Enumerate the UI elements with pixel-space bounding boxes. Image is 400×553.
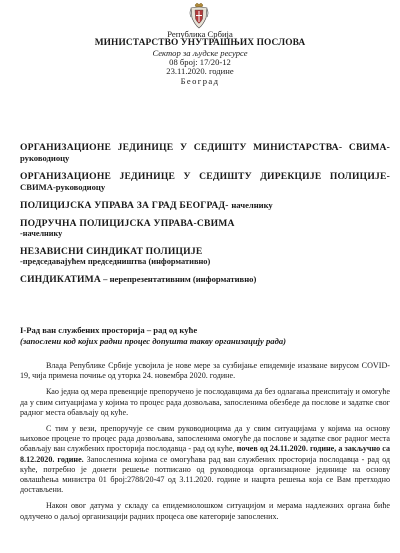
addressee-tail: СВИМА-руководиоцу [20,182,106,192]
addressee-sub: -начелнику [20,229,63,238]
addressee-main: ПОЛИЦИЈСКА УПРАВА ЗА ГРАД БЕОГРАД- [20,200,229,211]
addressee-police-directorate-units [20,171,390,193]
sector-name: Сектор за људске ресурсе [152,47,248,58]
paragraph-3-period: почев од 24.11.2020. године, а закључно са 8.12.2020. године. [20,444,390,464]
paragraph-2: Као једна од мера превенције препоручено је послодавцима да без одлагања преиспитају и омогуће да у свим ситуацијама у којима то процес рада дозвољава, запосленима обезбеде да послове и задатке свог радног места обављају од куће. [20,387,390,417]
section-title: I-Рад ван службених просторија – рад од куће [20,325,198,335]
document-city: Београд [180,76,220,87]
paragraph-4: Након овог датума у складу са епидемиолошком ситуацијом и мерама надлежних органа биће одлучено о даљој организацији радних процеса ове категорије запослених. [20,501,390,521]
addressee-regional-police [20,218,390,239]
addressee-unions [20,274,390,285]
addressee-main: ОРГАНИЗАЦИОНЕ ЈЕДИНИЦЕ У СЕДИШТУ МИНИСТАРСТВА- СВИМА- [20,142,390,153]
addressee-police-union [20,246,390,267]
addressee-ministry-units [20,142,390,164]
republic-name: Република Србија [167,29,233,39]
addressee-main: СИНДИКАТИМА [20,274,102,285]
document-number: 08 број: 17/20-12 [169,56,231,67]
section-subtitle: (запослени код којих радни процес допушта такву организацију рада) [20,335,287,346]
addressee-main: ПОДРУЧНА ПОЛИЦИЈСКА УПРАВА-СВИМА [20,218,235,229]
document-date: 23.11.2020. године [166,66,234,77]
section-heading [20,325,390,346]
addressee-belgrade-police [20,200,390,211]
paragraph-3 [20,424,390,495]
addressee-tail: – нерепрезентативним (информативно) [101,274,257,284]
paragraph-1: Влада Републике Србије усвојила је нове мере за сузбијање епидемије изазване вирусом COVID-19, чија примена почиње од уторка 24. новембра 2020. године. [20,361,390,381]
ministry-name: МИНИСТАРСТВО УНУТРАШЊИХ ПОСЛОВА [94,38,306,49]
paragraph-3-end: Запосленима којима се омогућава рад ван службених просторија послодавца - рад од куће, потребно је донети решење потписано од руководиоца организационе јединице на основу овлашћења министра 01 број:2788/20-47 од 3.11.2020. године и нацрта решења која се Вам претходно достављени. [20,454,390,495]
addressee-tail: руководиоцу [20,153,70,163]
paragraph-3-start: С тим у вези, препоручује се свим руководиоцима да у свим ситуацијама у којима на основу њиховое процене то процес рада дозвољава, запосленима омогуће да послове и задатке свог радног места обављају ван службених просторија послодавца - рад од куће, [20,424,390,454]
serbian-coat-of-arms-icon [189,3,209,29]
addressee-sub: -председавајућем председништва (информативно) [20,257,211,266]
addressee-tail: начелнику [231,200,273,210]
addressee-main: ОРГАНИЗАЦИОНЕ ЈЕДИНИЦЕ У СЕДИШТУ ДИРЕКЦИЈЕ ПОЛИЦИЈЕ- [20,171,390,182]
addressee-list [20,142,390,292]
letterhead [0,30,400,87]
letter-body [20,361,390,528]
addressee-main: НЕЗАВИСНИ СИНДИКАТ ПОЛИЦИЈЕ [20,246,203,257]
